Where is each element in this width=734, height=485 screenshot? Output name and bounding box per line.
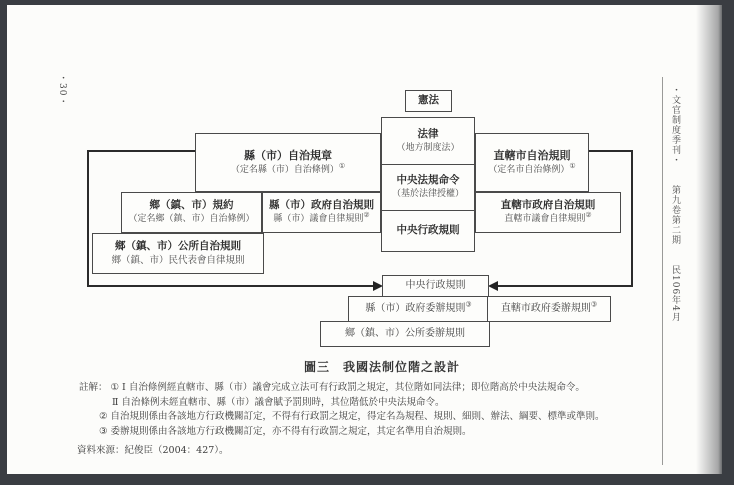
title-text: 直轄市政府委辦規則 [500,302,591,314]
note-sub-marker: Ⅱ [112,396,119,408]
box-title: 縣（市）政府自治規則 [269,199,374,212]
box-title: 鄉（鎮、市）公所自治規則 [115,240,241,252]
notes-label: 註解： [79,382,108,393]
note-line-1 [79,379,679,394]
right-bracket-bottom-line [498,285,633,287]
note-sub-marker: Ⅰ [122,382,126,393]
margin-divider-rule [662,77,663,465]
box-township-charter [121,192,262,233]
cell-central-regulation [382,164,474,210]
journal-margin-text [669,85,682,445]
box-title [500,300,598,316]
box-title: 直轄市政府自治規則 [500,199,596,212]
box-title: 中央法規命令 [396,174,460,187]
box-title: 憲法 [418,94,439,107]
note-ref: ② [585,211,592,220]
note-text: 自治規則係由各該地方行政機關訂定，不得有行政罰之規定，得定名為規程、規則、細則、辦法、綱要、標準或準則。 [110,411,605,422]
cell-law [382,118,474,164]
page-number: ・30・ [57,73,67,107]
box-county-delegated [348,296,489,322]
box-municipal-rule [475,133,589,192]
figure-caption: 圖三 我國法制位階之設計 [303,360,460,374]
box-central-admin-rule-lower [382,275,489,297]
note-ref: ③ [590,300,598,309]
box-municipal-gov-rule [475,192,621,233]
box-subtitle [504,211,592,225]
box-constitution [405,90,452,112]
box-title: 鄉（鎮、市）公所委辦規則 [345,327,465,339]
left-bracket-top-line [87,150,197,152]
box-subtitle [488,161,576,176]
box-municipal-delegated [487,296,611,322]
journal-date: 民106年4月 [670,264,680,322]
central-column [381,117,475,252]
cell-central-admin-rule [382,210,474,251]
note-ref: ② [363,211,370,220]
note-ref: ① [569,161,576,170]
document-page [7,5,722,474]
note-ref: ① [338,161,346,170]
subtitle-text: 直轄市議會自律規則 [504,214,586,225]
note-marker: ① [110,382,120,393]
box-title: 法律 [417,127,439,140]
note-line-2 [112,394,679,409]
title-text: 縣（市）政府委辦規則 [365,302,466,314]
box-title: 縣（市）自治規章 [244,149,332,162]
source-line: 資料來源：紀俊臣（2004：427）。 [77,445,229,456]
subtitle-text: 縣（市）議會自律規則 [273,214,364,225]
box-township-delegated [320,321,490,347]
journal-title: ・文官制度季刊・ [670,85,680,165]
subtitle-text: （定名縣（市）自治條例） [230,164,339,175]
journal-issue: 第九卷第二期 [670,184,680,245]
note-line-4 [99,423,679,438]
box-subtitle [273,211,370,225]
subtitle-text: （定名市自治條例） [488,164,570,175]
note-ref: ③ [465,300,472,309]
box-subtitle: （地方制度法） [396,142,460,153]
box-title: 中央行政規則 [396,224,460,237]
box-subtitle: （基於法律授權） [391,189,464,200]
note-line-3 [99,408,679,423]
figure-notes [79,379,679,437]
box-county-gov-rule [262,192,381,233]
box-county-charter [195,133,381,192]
note-text: 自治條例經直轄市、縣（市）議會完成立法可有行政罰之規定，其位階如同法律；即位階高於中央法規命令。 [128,382,585,393]
box-subtitle [230,161,346,176]
left-bracket-vertical-line [87,150,89,287]
box-subtitle: 鄉（鎮、市）民代表會自律規則 [111,255,245,267]
box-township-office-rule [92,233,264,274]
box-title: 中央行政規則 [405,279,466,291]
arrow-left-icon [488,281,498,291]
note-marker: ② [99,411,108,422]
note-text: 自治條例未經直轄市、縣（市）議會賦予罰則時，其位階低於中央法規命令。 [121,396,445,408]
box-subtitle: （定名鄉（鎮、市）自治條例） [128,214,255,225]
right-bracket-top-line [587,150,633,152]
note-text: 委辦規則係由各該地方行政機關訂定，亦不得有行政罰之規定，其定名準用自治規則。 [110,425,472,437]
box-title: 直轄市自治規則 [493,149,571,162]
note-marker: ③ [99,425,108,437]
box-title: 鄉（鎮、市）規約 [149,199,234,212]
left-bracket-bottom-line [87,285,374,287]
right-bracket-vertical-line [631,150,633,287]
box-title [365,300,472,316]
